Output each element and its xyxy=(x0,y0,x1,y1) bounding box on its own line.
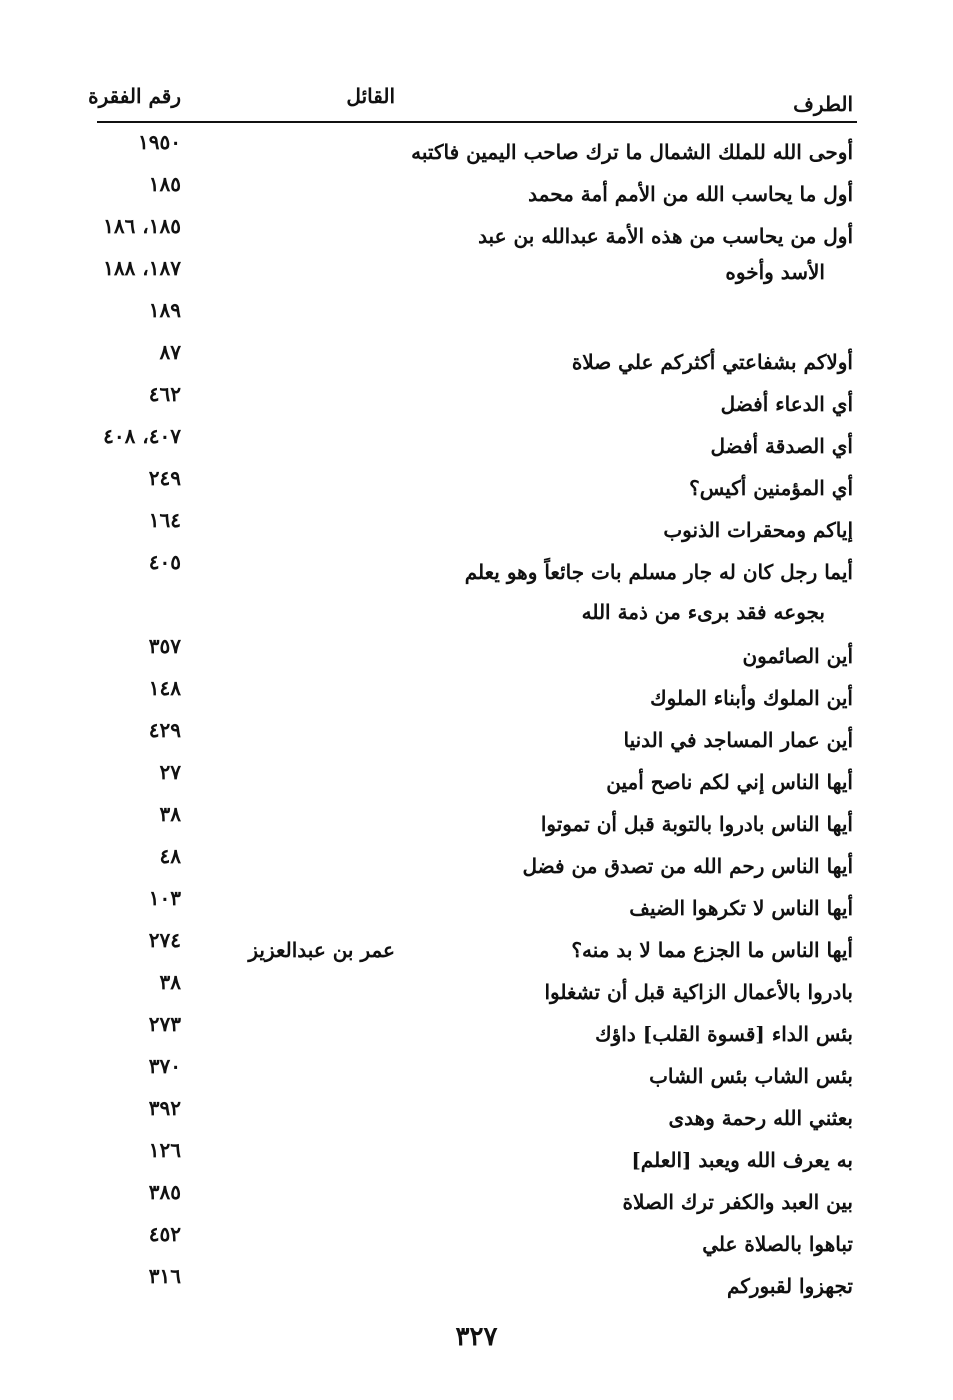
column-header-phrase: الطرف xyxy=(793,92,853,116)
phrase-text: به يعرف الله ويعبد [العلم] xyxy=(631,1148,853,1172)
table-row xyxy=(0,340,953,382)
paragraph-number: ٣٩٢ xyxy=(148,1096,181,1120)
table-row xyxy=(0,382,953,424)
table-row xyxy=(0,844,953,886)
table-row xyxy=(0,1054,953,1096)
phrase-text: بادروا بالأعمال الزاكية قبل أن تشغلوا xyxy=(544,980,853,1004)
paragraph-number: ١٦٤ xyxy=(148,508,181,532)
phrase-text: أول ما يحاسب الله من الأمم أمة محمد xyxy=(528,182,853,206)
phrase-text: بعثني الله رحمة وهدى xyxy=(668,1106,853,1130)
table-row xyxy=(0,508,953,550)
header-divider xyxy=(97,121,857,123)
table-row xyxy=(0,718,953,760)
phrase-text: أين الصائمون xyxy=(742,644,853,668)
phrase-text: أي الصدقة أفضل xyxy=(710,434,853,458)
table-header xyxy=(0,84,953,124)
phrase-text: أولاكم بشفاعتي أكثركم علي صلاة xyxy=(571,350,853,374)
paragraph-number: ١٤٨ xyxy=(148,676,181,700)
paragraph-number: ٢٤٩ xyxy=(148,466,181,490)
table-row xyxy=(0,1096,953,1138)
phrase-text: أيها الناس لا تكرهوا الضيف xyxy=(629,896,853,920)
paragraph-number: ٨٧ xyxy=(159,340,181,364)
table-row xyxy=(0,1138,953,1180)
phrase-text: أيها الناس رحم الله من تصدق من فضل xyxy=(522,854,853,878)
table-row xyxy=(0,802,953,844)
paragraph-number: ٣٥٧ xyxy=(148,634,181,658)
phrase-continuation: الأسد وأخوه xyxy=(725,260,825,284)
paragraph-number: ١٨٩ xyxy=(148,298,181,322)
paragraph-number: ٤٢٩ xyxy=(148,718,181,742)
table-row xyxy=(0,970,953,1012)
paragraph-number: ٣٨ xyxy=(159,802,181,826)
table-row xyxy=(0,298,953,340)
paragraph-number: ٢٧ xyxy=(159,760,181,784)
table-row xyxy=(0,550,953,634)
phrase-text: بئس الداء [قسوة القلب] داؤك xyxy=(595,1022,853,1046)
paragraph-number: ٤٨ xyxy=(159,844,181,868)
phrase-text: بئس الشاب بئس الشاب xyxy=(649,1064,853,1088)
paragraph-number: ٣٨٥ xyxy=(148,1180,181,1204)
paragraph-number: ١٨٧، ١٨٨ xyxy=(103,256,181,280)
paragraph-number: ٣١٦ xyxy=(148,1264,181,1288)
table-row xyxy=(0,466,953,508)
paragraph-number: ١٨٥ xyxy=(148,172,181,196)
index-table xyxy=(0,130,953,1300)
phrase-text: أيها الناس ما الجزع مما لا بد منه؟ xyxy=(571,938,853,962)
table-row xyxy=(0,172,953,214)
page-number: ٣٢٧ xyxy=(455,1322,498,1352)
table-row xyxy=(0,130,953,172)
phrase-text: أي الدعاء أفضل xyxy=(720,392,853,416)
paragraph-number: ٤٦٢ xyxy=(148,382,181,406)
table-row xyxy=(0,1012,953,1054)
phrase-text: تباهوا بالصلاة علي xyxy=(702,1232,853,1256)
phrase-text: أيها الناس إني لكم ناصح أمين xyxy=(606,770,853,794)
table-row xyxy=(0,214,953,256)
table-row xyxy=(0,1222,953,1264)
phrase-text: بين العبد والكفر ترك الصلاة xyxy=(622,1190,853,1214)
paragraph-number: ٤٥٢ xyxy=(148,1222,181,1246)
table-row xyxy=(0,760,953,802)
paragraph-number: ٢٧٣ xyxy=(148,1012,181,1036)
phrase-text: أي المؤمنين أكيس؟ xyxy=(689,476,853,500)
paragraph-number: ١٩٥٠ xyxy=(138,130,181,154)
table-row xyxy=(0,676,953,718)
paragraph-number: ١٢٦ xyxy=(148,1138,181,1162)
paragraph-number: ٣٧٠ xyxy=(148,1054,181,1078)
phrase-text: أول من يحاسب من هذه الأمة عبدالله بن عبد xyxy=(478,224,853,248)
table-row xyxy=(0,424,953,466)
paragraph-number: ٣٨ xyxy=(159,970,181,994)
phrase-text: أوحى الله للملك الشمال ما ترك صاحب اليمين فاكتبه xyxy=(411,140,853,164)
paragraph-number: ٢٧٤ xyxy=(148,928,181,952)
phrase-text: أين الملوك وأبناء الملوك xyxy=(650,686,853,710)
speaker-text: عمر بن عبدالعزيز xyxy=(248,938,395,962)
phrase-text: إياكم ومحقرات الذنوب xyxy=(663,518,853,542)
phrase-text: أيها الناس بادروا بالتوبة قبل أن تموتوا xyxy=(540,812,853,836)
phrase-text: أيما رجل كان له جار مسلم بات جائعاً وهو يعلم xyxy=(464,560,853,584)
table-row xyxy=(0,256,953,298)
column-header-speaker: القائل xyxy=(346,84,395,108)
phrase-text: أين عمار المساجد في الدنيا xyxy=(623,728,853,752)
table-row xyxy=(0,928,953,970)
column-header-number: رقم الفقرة xyxy=(88,84,181,108)
phrase-text: تجهزوا لقبوركم xyxy=(727,1274,853,1298)
phrase-continuation: بجوعه فقد برىء من ذمة الله xyxy=(581,600,825,624)
paragraph-number: ١٠٣ xyxy=(148,886,181,910)
table-row xyxy=(0,1264,953,1306)
table-row xyxy=(0,1180,953,1222)
paragraph-number: ١٨٥، ١٨٦ xyxy=(103,214,181,238)
paragraph-number: ٤٠٧، ٤٠٨ xyxy=(103,424,181,448)
table-row xyxy=(0,886,953,928)
paragraph-number: ٤٠٥ xyxy=(148,550,181,574)
table-row xyxy=(0,634,953,676)
